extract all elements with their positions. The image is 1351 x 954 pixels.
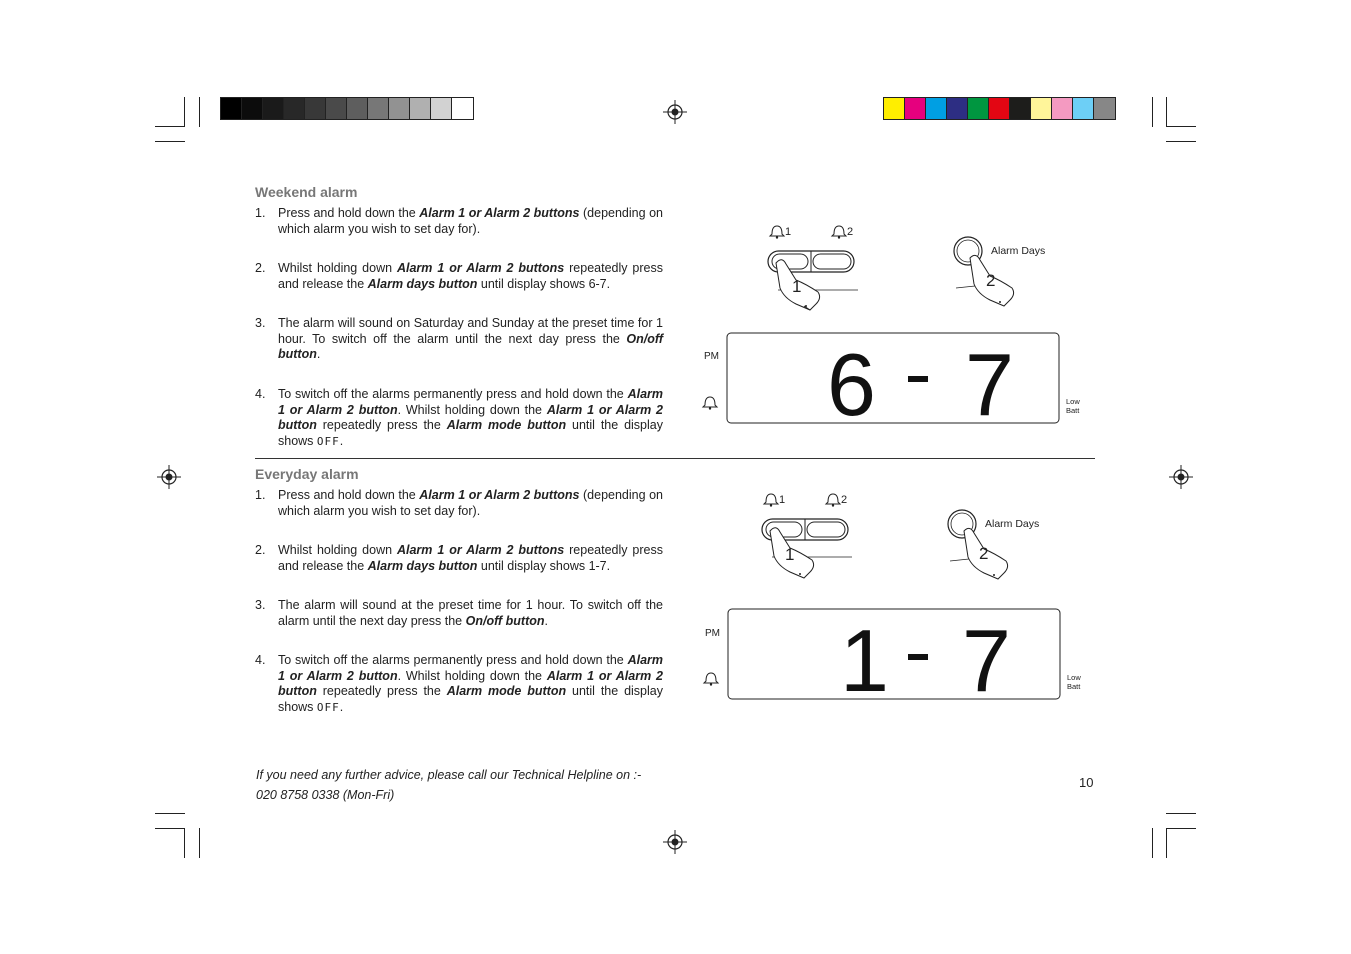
alarm1-label: 1 xyxy=(785,226,792,238)
pressing-hand-icon xyxy=(956,255,1014,306)
finger1-number: 1 xyxy=(785,545,795,564)
step-text-part: . Whilst holding down the xyxy=(397,668,547,683)
step-item xyxy=(255,387,663,449)
step-text-part: . xyxy=(316,347,321,361)
step-text-part: until the display shows xyxy=(278,418,663,448)
step-text-part: . xyxy=(544,613,548,628)
step-item xyxy=(255,316,663,363)
step-text xyxy=(278,261,663,292)
helpline-number: 020 8758 0338 (Mon-Fri) xyxy=(256,788,395,802)
step-text xyxy=(278,488,663,519)
step-text-part: repeatedly press the xyxy=(316,684,447,698)
step-number: 3. xyxy=(255,598,266,612)
button-name: On/off button xyxy=(465,613,545,628)
color-swatch xyxy=(968,98,989,119)
alarm-bell-icon xyxy=(704,673,718,686)
helpline-text: If you need any further advice, please call our Technical Helpline on :- xyxy=(256,768,642,782)
color-swatch xyxy=(1094,98,1115,119)
color-swatch xyxy=(989,98,1010,119)
step-number: 2. xyxy=(255,543,266,557)
button-name: Alarm days button xyxy=(367,276,478,291)
step-text-part: until display shows 6-7. xyxy=(477,276,611,291)
step-item xyxy=(255,653,663,715)
color-swatch xyxy=(389,98,410,119)
step-number: 1. xyxy=(255,206,266,220)
button-name: Alarm 1 or Alarm 2 button xyxy=(278,387,663,417)
registration-mark-bottom-icon xyxy=(663,830,687,854)
everyday-alarm-figure xyxy=(700,486,1090,704)
step-text xyxy=(278,206,663,237)
step-text-part: Whilst holding down xyxy=(278,261,397,275)
step-text-part: To switch off the alarms permanently press and hold down the xyxy=(278,653,628,667)
color-swatch xyxy=(1052,98,1073,119)
section-divider xyxy=(255,458,1095,459)
step-text-part: repeatedly press the xyxy=(316,418,447,432)
step-number: 3. xyxy=(255,316,266,330)
color-swatch xyxy=(242,98,263,119)
finger1-number: 1 xyxy=(792,277,802,296)
registration-mark-top-icon xyxy=(663,100,687,124)
pm-indicator: PM xyxy=(704,351,719,362)
pm-indicator: PM xyxy=(705,628,720,639)
grayscale-color-bar xyxy=(220,97,474,120)
step-text-part: Whilst holding down xyxy=(278,543,397,557)
step-text-part: until the display shows xyxy=(278,684,663,714)
color-swatch xyxy=(347,98,368,119)
finger2-number: 2 xyxy=(986,271,996,290)
step-text-part: . xyxy=(339,433,344,448)
step-text xyxy=(278,316,663,363)
step-number: 4. xyxy=(255,653,266,667)
color-swatch xyxy=(452,98,473,119)
step-text-part: The alarm will sound on Saturday and Sunday at the preset time for 1 hour. To switch off the alarm until the next day press the xyxy=(278,316,663,346)
finger2-number: 2 xyxy=(979,544,989,563)
page-number: 10 xyxy=(1079,775,1094,790)
color-swatch xyxy=(926,98,947,119)
lcd-digit-right: 7 xyxy=(962,611,1011,704)
color-swatch xyxy=(947,98,968,119)
alarm2-bell-icon xyxy=(832,226,846,239)
low-battery-label-1: Low xyxy=(1067,673,1081,682)
step-text xyxy=(278,543,663,574)
button-name: Alarm 1 or Alarm 2 buttons xyxy=(419,488,580,502)
step-item xyxy=(255,261,663,292)
off-display-text: OFF xyxy=(316,434,340,448)
step-text xyxy=(278,653,663,715)
alarm2-label: 2 xyxy=(847,226,854,238)
button-name: Alarm days button xyxy=(367,558,478,573)
button-name: Alarm 1 or Alarm 2 buttons xyxy=(419,206,580,220)
step-text xyxy=(278,387,663,449)
lcd-digit-right: 7 xyxy=(965,335,1014,428)
process-color-bar xyxy=(883,97,1116,120)
color-swatch xyxy=(410,98,431,119)
registration-mark-right-icon xyxy=(1169,465,1193,489)
step-item xyxy=(255,543,663,574)
alarm-days-label: Alarm Days xyxy=(985,518,1040,530)
low-battery-label-1: Low xyxy=(1066,397,1080,406)
color-swatch xyxy=(284,98,305,119)
button-name: Alarm mode button xyxy=(446,684,567,698)
color-swatch xyxy=(1031,98,1052,119)
alarm1-bell-icon xyxy=(770,226,784,239)
color-swatch xyxy=(221,98,242,119)
registration-mark-left-icon xyxy=(157,465,181,489)
color-swatch xyxy=(1010,98,1031,119)
step-item xyxy=(255,488,663,519)
step-text-part: until display shows 1-7. xyxy=(477,558,611,573)
step-text-part: Press and hold down the xyxy=(278,206,420,220)
button-name: On/off button xyxy=(278,331,663,361)
step-text-part: . Whilst holding down the xyxy=(397,402,547,417)
step-text-part: . xyxy=(339,699,344,714)
color-swatch xyxy=(1073,98,1094,119)
everyday-alarm-heading: Everyday alarm xyxy=(255,466,359,482)
step-text-part: Press and hold down the xyxy=(278,488,420,502)
button-name: Alarm 1 or Alarm 2 buttons xyxy=(396,261,565,275)
weekend-alarm-heading: Weekend alarm xyxy=(255,184,358,200)
step-number: 4. xyxy=(255,387,266,401)
alarm2-label: 2 xyxy=(841,494,848,506)
step-text xyxy=(278,598,663,629)
color-swatch xyxy=(905,98,926,119)
step-item xyxy=(255,598,663,629)
lcd-dash xyxy=(908,376,928,382)
button-name: Alarm 1 or Alarm 2 buttons xyxy=(396,543,565,557)
button-name: Alarm 1 or Alarm 2 button xyxy=(278,402,663,432)
weekend-alarm-figure xyxy=(700,218,1090,428)
step-text-part: (depending on which alarm you wish to set day for). xyxy=(278,206,663,236)
color-swatch xyxy=(326,98,347,119)
alarm-bell-icon xyxy=(703,397,717,410)
alarm-days-label: Alarm Days xyxy=(991,245,1046,257)
color-swatch xyxy=(884,98,905,119)
color-swatch xyxy=(368,98,389,119)
lcd-dash xyxy=(908,654,928,660)
step-text-part: repeatedly press and release the xyxy=(278,261,663,291)
alarm1-bell-icon xyxy=(764,494,778,507)
step-text-part: The alarm will sound at the preset time for 1 hour. To switch off the alarm until the next day press the xyxy=(278,598,663,628)
low-battery-label-2: Batt xyxy=(1067,682,1081,691)
color-swatch xyxy=(431,98,452,119)
button-name: Alarm 1 or Alarm 2 button xyxy=(278,668,663,698)
step-number: 2. xyxy=(255,261,266,275)
lcd-digit-left: 6 xyxy=(827,335,876,428)
off-display-text: OFF xyxy=(316,700,340,714)
low-battery-label-2: Batt xyxy=(1066,406,1080,415)
button-name: Alarm mode button xyxy=(446,418,567,432)
button-name: Alarm 1 or Alarm 2 button xyxy=(278,653,663,683)
alarm2-bell-icon xyxy=(826,494,840,507)
lcd-digit-left: 1 xyxy=(840,611,889,704)
alarm1-label: 1 xyxy=(779,494,786,506)
color-swatch xyxy=(305,98,326,119)
color-swatch xyxy=(263,98,284,119)
step-item xyxy=(255,206,663,237)
step-number: 1. xyxy=(255,488,266,502)
step-text-part: To switch off the alarms permanently press and hold down the xyxy=(278,387,628,401)
step-text-part: repeatedly press and release the xyxy=(278,543,663,573)
step-text-part: (depending on which alarm you wish to set day for). xyxy=(278,488,663,518)
